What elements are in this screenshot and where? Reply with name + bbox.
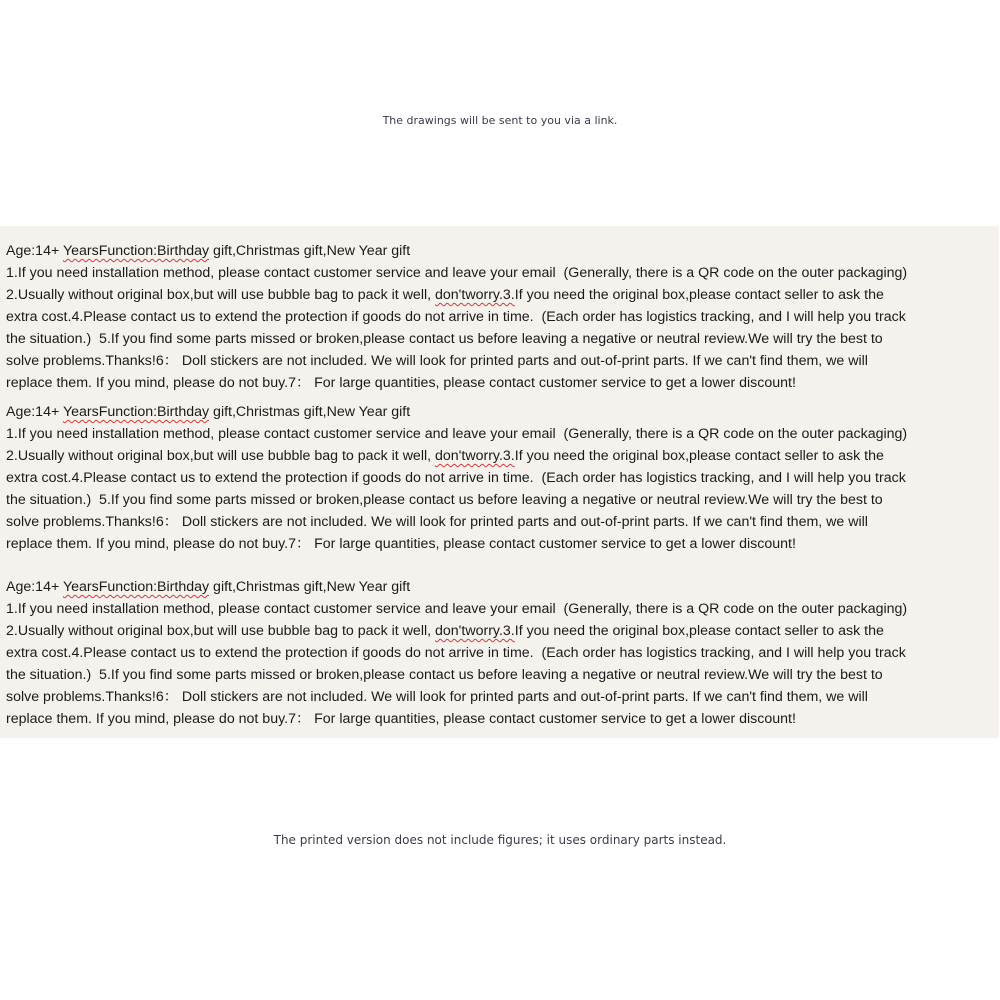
- note-line-6: replace them. If you mind, please do not buy.7： For large quantities, please contact customer service to get a lower discount!: [6, 375, 796, 391]
- spellcheck-word: YearsFunction:Birthday: [62, 243, 210, 259]
- note-line-2-suffix: If you need the original box,please contact seller to ask the: [514, 287, 884, 303]
- note-line-3: extra cost.4.Please contact us to extend the protection if goods do not arrive in time. (Each order has logistics tracking, and I will help you track: [6, 470, 906, 486]
- note-line-3: extra cost.4.Please contact us to extend the protection if goods do not arrive in time. (Each order has logistics tracking, and I will help you track: [6, 645, 906, 661]
- age-suffix: gift,Christmas gift,New Year gift: [209, 243, 411, 259]
- age-suffix: gift,Christmas gift,New Year gift: [209, 404, 411, 420]
- age-line: [6, 401, 996, 423]
- age-suffix: gift,Christmas gift,New Year gift: [209, 579, 411, 595]
- note-line-2-suffix: If you need the original box,please contact seller to ask the: [514, 448, 884, 464]
- note-line-2: [6, 445, 996, 467]
- note-line-2-prefix: 2.Usually without original box,but will use bubble bag to pack it well,: [6, 623, 436, 639]
- note-line-1: 1.If you need installation method, please contact customer service and leave your email (Generally, there is a QR code on the outer packaging): [6, 601, 908, 617]
- age-line: [6, 240, 996, 262]
- note-line-1: 1.If you need installation method, please contact customer service and leave your email (Generally, there is a QR code on the outer packaging): [6, 265, 908, 281]
- note-line-3: extra cost.4.Please contact us to extend the protection if goods do not arrive in time. (Each order has logistics tracking, and I will help you track: [6, 309, 906, 325]
- note-line-2-suffix: If you need the original box,please contact seller to ask the: [514, 623, 884, 639]
- page-title: The drawings will be sent to you via a link.: [382, 114, 618, 127]
- footer-note: The printed version does not include figures; it uses ordinary parts instead.: [273, 833, 727, 847]
- note-line-4: the situation.) 5.If you find some parts missed or broken,please contact us before leaving a negative or neutral review.We will try the best to: [6, 667, 883, 683]
- notes-block: [6, 401, 996, 555]
- note-line-2: [6, 284, 996, 306]
- age-prefix: Age:14+: [6, 404, 63, 420]
- notes-block: [6, 576, 996, 730]
- spellcheck-word: don'tworry.3.: [435, 623, 515, 639]
- note-line-4: the situation.) 5.If you find some parts missed or broken,please contact us before leaving a negative or neutral review.We will try the best to: [6, 492, 883, 508]
- note-line-2: [6, 620, 996, 642]
- note-line-2-prefix: 2.Usually without original box,but will use bubble bag to pack it well,: [6, 448, 436, 464]
- spellcheck-word: don'tworry.3.: [435, 448, 515, 464]
- age-prefix: Age:14+: [6, 579, 63, 595]
- product-notes-panel: [0, 226, 999, 738]
- notes-block: [6, 240, 996, 394]
- note-line-2-prefix: 2.Usually without original box,but will use bubble bag to pack it well,: [6, 287, 436, 303]
- age-prefix: Age:14+: [6, 243, 63, 259]
- note-line-5: solve problems.Thanks!6： Doll stickers are not included. We will look for printed parts and out-of-print parts. If we can't find them, we will: [6, 689, 868, 705]
- note-line-4: the situation.) 5.If you find some parts missed or broken,please contact us before leaving a negative or neutral review.We will try the best to: [6, 331, 883, 347]
- note-line-6: replace them. If you mind, please do not buy.7： For large quantities, please contact customer service to get a lower discount!: [6, 711, 796, 727]
- age-line: [6, 576, 996, 598]
- spellcheck-word: YearsFunction:Birthday: [62, 404, 210, 420]
- note-line-5: solve problems.Thanks!6： Doll stickers are not included. We will look for printed parts and out-of-print parts. If we can't find them, we will: [6, 353, 868, 369]
- note-line-1: 1.If you need installation method, please contact customer service and leave your email (Generally, there is a QR code on the outer packaging): [6, 426, 908, 442]
- note-line-6: replace them. If you mind, please do not buy.7： For large quantities, please contact customer service to get a lower discount!: [6, 536, 796, 552]
- spellcheck-word: don'tworry.3.: [435, 287, 515, 303]
- spellcheck-word: YearsFunction:Birthday: [62, 579, 210, 595]
- note-line-5: solve problems.Thanks!6： Doll stickers are not included. We will look for printed parts and out-of-print parts. If we can't find them, we will: [6, 514, 868, 530]
